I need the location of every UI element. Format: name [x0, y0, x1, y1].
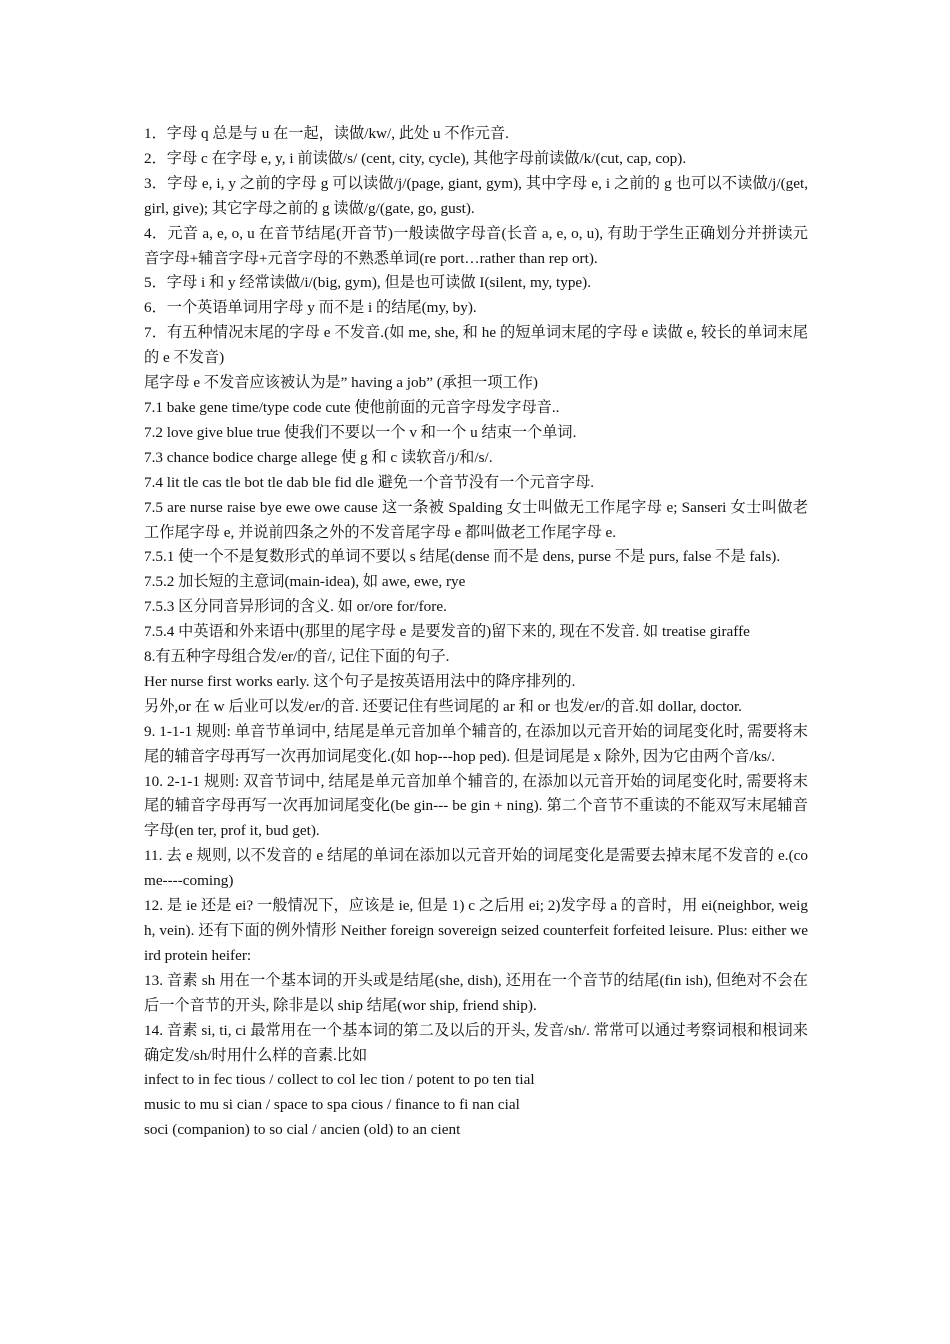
- paragraph: Her nurse first works early. 这个句子是按英语用法中的降序排列的.: [144, 672, 576, 690]
- paragraph: 3．字母 e, i, y 之前的字母 g 可以读做/j/(page, giant, gym), 其中字母 e, i 之前的 g 也可以不读做/j/(get, girl, give); 其它字母之前的 g 读做/g/(gate, go, gust).: [144, 174, 808, 217]
- paragraph: 7．有五种情况末尾的字母 e 不发音.(如 me, she, 和 he 的短单词末尾的字母 e 读做 e, 较长的单词末尾的 e 不发音): [144, 324, 808, 367]
- paragraph: 另外,or 在 w 后业可以发/er/的音. 还要记住有些词尾的 ar 和 or 也发/er/的音.如 dollar, doctor.: [144, 697, 742, 715]
- paragraph: 5．字母 i 和 y 经常读做/i/(big, gym), 但是也可读做 I(silent, my, type).: [144, 274, 592, 292]
- paragraph: 7.5.1 使一个不是复数形式的单词不要以 s 结尾(dense 而不是 dens, purse 不是 purs, false 不是 fals).: [144, 548, 781, 566]
- paragraph: 7.5 are nurse raise bye ewe owe cause 这一条被 Spalding 女士叫做无工作尾字母 e; Sanseri 女士叫做老工作尾字母 e, 并说前四条之外的不发音尾字母 e 都叫做老工作尾字母 e.: [144, 498, 808, 541]
- paragraph: soci (companion) to so cial / ancien (old) to an cient: [144, 1121, 461, 1139]
- paragraph: infect to in fec tious / collect to col lec tion / potent to po ten tial: [144, 1071, 535, 1089]
- paragraph: 7.5.4 中英语和外来语中(那里的尾字母 e 是要发音的)留下来的, 现在不发音. 如 treatise giraffe: [144, 623, 750, 641]
- paragraph: 4．元音 a, e, o, u 在音节结尾(开音节)一般读做字母音(长音 a, e, o, u), 有助于学生正确划分并拼读元音字母+辅音字母+元音字母的不熟悉单词(re port…rather than rep ort).: [144, 224, 808, 267]
- paragraph: 1．字母 q 总是与 u 在一起，读做/kw/, 此处 u 不作元音.: [144, 125, 509, 142]
- paragraph: 9. 1-1-1 规则: 单音节单词中, 结尾是单元音加单个辅音的, 在添加以元音开始的词尾变化时, 需要将末尾的辅音字母再写一次再加词尾变化.(如 hop---hop ped). 但是词尾是 x 除外, 因为它由两个音/ks/.: [144, 722, 808, 765]
- paragraph: 7.2 love give blue true 使我们不要以一个 v 和一个 u 结束一个单词.: [144, 423, 577, 441]
- paragraph: 7.5.2 加长短的主意词(main-idea), 如 awe, ewe, rye: [144, 573, 466, 591]
- paragraph: 11. 去 e 规则, 以不发音的 e 结尾的单词在添加以元音开始的词尾变化是需要去掉末尾不发音的 e.(come----coming): [144, 847, 808, 890]
- paragraph: 2．字母 c 在字母 e, y, i 前读做/s/ (cent, city, cycle), 其他字母前读做/k/(cut, cap, cop).: [144, 149, 687, 167]
- paragraph: 7.5.3 区分同音异形词的含义. 如 or/ore for/fore.: [144, 598, 447, 616]
- paragraph: 12. 是 ie 还是 ei? 一般情况下，应该是 ie, 但是 1) c 之后用 ei; 2)发字母 a 的音时，用 ei(neighbor, weigh, vein). 还有下面的例外情形 Neither foreign sovereign seized counterfeit forfeited leisure. Plus: either weird protein heifer:: [144, 897, 808, 964]
- paragraph: 6．一个英语单词用字母 y 而不是 i 的结尾(my, by).: [144, 299, 477, 317]
- paragraph: 10. 2-1-1 规则: 双音节词中, 结尾是单元音加单个辅音的, 在添加以元音开始的词尾变化时, 需要将末尾的辅音字母再写一次再加词尾变化(be gin--- be gin + ning). 第二个音节不重读的不能双写末尾辅音字母(en ter, prof it, bud get).: [144, 772, 808, 840]
- paragraph: 13. 音素 sh 用在一个基本词的开头或是结尾(she, dish), 还用在一个音节的结尾(fin ish), 但绝对不会在后一个音节的开头, 除非是以 ship 结尾(wor ship, friend ship).: [144, 971, 808, 1014]
- paragraph: music to mu si cian / space to spa cious / finance to fi nan cial: [144, 1096, 520, 1114]
- paragraph: 7.3 chance bodice charge allege 使 g 和 c 读软音/j/和/s/.: [144, 448, 493, 466]
- paragraph: 7.1 bake gene time/type code cute 使他前面的元音字母发字母音..: [144, 398, 560, 416]
- document-body: [144, 122, 808, 1143]
- paragraph: 14. 音素 si, ti, ci 最常用在一个基本词的第二及以后的开头, 发音/sh/. 常常可以通过考察词根和根词来确定发/sh/时用什么样的音素.比如: [144, 1021, 808, 1064]
- paragraph: 7.4 lit tle cas tle bot tle dab ble fid dle 避免一个音节没有一个元音字母.: [144, 473, 595, 491]
- paragraph: 尾字母 e 不发音应该被认为是” having a job” (承担一项工作): [144, 374, 538, 392]
- paragraph: 8.有五种字母组合发/er/的音/, 记住下面的句子.: [144, 648, 450, 666]
